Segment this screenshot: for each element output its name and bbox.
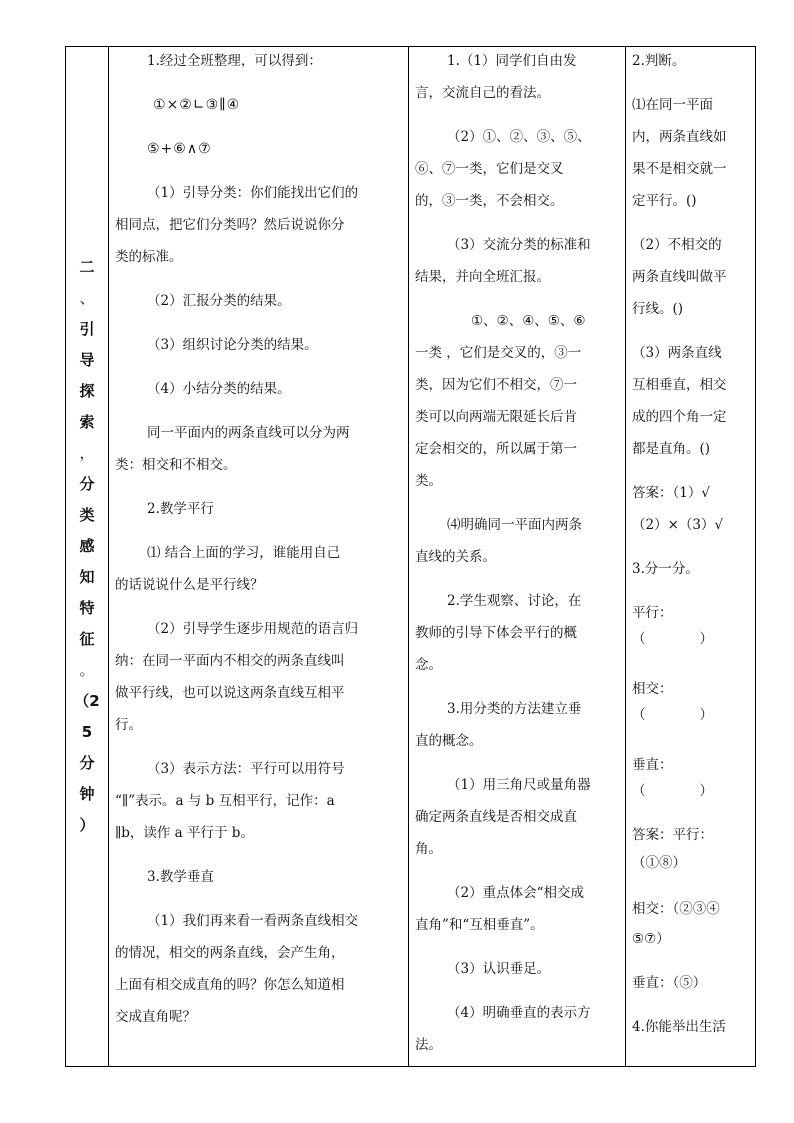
stage-char: 。 <box>79 661 95 679</box>
answer-line: 相交：（②③④ <box>632 901 720 917</box>
answer-line: 垂直：（⑤） <box>632 975 707 991</box>
answer-line: （①⑧） <box>632 855 686 871</box>
paragraph: 确定两条直线是否相交成直 <box>415 809 577 825</box>
paragraph: 念。 <box>415 657 442 673</box>
paragraph: （1）用三角尺或量角器 <box>447 777 591 793</box>
paragraph: 定会相交的，所以属于第一 <box>415 441 577 457</box>
stage-column <box>66 47 108 1066</box>
answer-line: 答案：平行： <box>632 827 713 843</box>
paragraph: （3）两条直线 <box>632 345 722 361</box>
paragraph: 一类 ，它们是交叉的，③一 <box>415 345 582 361</box>
paragraph: 的话说说什么是平行线？ <box>115 577 264 593</box>
paragraph: 垂直： <box>632 757 673 773</box>
stage-char: 感 <box>79 537 95 555</box>
paragraph: 直角”和“互相垂直”。 <box>415 917 544 933</box>
paragraph: （3）认识垂足。 <box>447 961 551 977</box>
paragraph: 平行： <box>632 605 673 621</box>
paragraph: 的情况，相交的两条直线，会产生角， <box>115 945 345 961</box>
paragraph: （2）①、②、③、⑤、 <box>447 129 591 145</box>
paragraph: （4）小结分类的结果。 <box>147 381 291 397</box>
stage-char: 钟 <box>79 785 95 803</box>
paragraph: 相同点，把它们分类吗？然后说说你分 <box>115 217 345 233</box>
answer-line: ⑤⑦） <box>632 931 670 947</box>
stage-char: 导 <box>79 351 95 369</box>
paragraph: 3.用分类的方法建立垂 <box>447 701 582 717</box>
paragraph: 类。 <box>415 473 442 489</box>
stage-char: 分 <box>79 475 95 493</box>
stage-char: 引 <box>79 320 95 338</box>
paragraph: 纳：在同一平面内不相交的两条直线叫 <box>115 653 345 669</box>
paragraph: 教师的引导下体会平行的概 <box>415 625 577 641</box>
paragraph: 相交： <box>632 681 673 697</box>
section-heading: 3.教学垂直 <box>147 869 214 885</box>
paragraph: 成的四个角一定 <box>632 409 727 425</box>
paragraph: （2）汇报分类的结果。 <box>147 293 291 309</box>
paragraph: 类，因为它们不相交，⑦一 <box>415 377 577 393</box>
paragraph: 2.学生观察、讨论，在 <box>447 593 582 609</box>
student-activity-column <box>408 47 625 1066</box>
section-heading: 2.判断。 <box>632 53 686 69</box>
stage-char: 类 <box>79 506 95 524</box>
stage-char: 特 <box>79 599 95 617</box>
paragraph: 法。 <box>415 1037 442 1053</box>
section-heading: 2.教学平行 <box>147 501 214 517</box>
paragraph: 结果，并向全班汇报。 <box>415 269 550 285</box>
paragraph: （3）交流分类的标准和 <box>447 237 591 253</box>
stage-char: 5 <box>81 723 93 741</box>
blank-parentheses: （ ） <box>632 707 713 723</box>
paragraph: 1.经过全班整理，可以得到： <box>147 53 322 69</box>
paragraph: ⑷明确同一平面内两条 <box>447 517 582 533</box>
paragraph: （3）组织讨论分类的结果。 <box>147 337 318 353</box>
paragraph: 言，交流自己的看法。 <box>415 85 550 101</box>
paragraph: “∥”表示。a 与 b 互相平行，记作：a <box>115 793 335 809</box>
section-heading: 4.你能举出生活 <box>632 1019 726 1035</box>
paragraph: 定平行。() <box>632 193 697 209</box>
paragraph: 互相垂直，相交 <box>632 377 727 393</box>
paragraph: 行线。() <box>632 301 684 317</box>
paragraph: 果不是相交就一 <box>632 161 727 177</box>
paragraph: ∥b，读作 a 平行于 b。 <box>115 825 254 841</box>
paragraph: （2）引导学生逐步用规范的语言归 <box>147 621 359 637</box>
section-heading: 3.分一分。 <box>632 561 699 577</box>
stage-char: （2 <box>74 692 100 710</box>
paragraph: ⑴在同一平面 <box>632 97 713 113</box>
symbol-line: ①×②∟③∥④ <box>153 97 241 113</box>
stage-char: ） <box>79 816 95 834</box>
stage-char: 分 <box>79 754 95 772</box>
blank-parentheses: （ ） <box>632 783 713 799</box>
paragraph: 交成直角呢？ <box>115 1009 196 1025</box>
paragraph: 类的标准。 <box>115 249 183 265</box>
stage-char: 二 <box>79 258 95 276</box>
paragraph: 类：相交和不相交。 <box>115 457 237 473</box>
exercise-column <box>625 47 755 1066</box>
paragraph: 同一平面内的两条直线可以分为两 <box>147 425 350 441</box>
blank-parentheses: （ ） <box>632 631 713 647</box>
paragraph: （1）我们再来看一看两条直线相交 <box>147 913 359 929</box>
stage-title <box>66 252 108 841</box>
paragraph: 上面有相交成直角的吗？你怎么知道相 <box>115 977 345 993</box>
paragraph: 的，③一类，不会相交。 <box>415 193 564 209</box>
stage-char: 知 <box>79 568 95 586</box>
answer-line: （2）×（3）√ <box>632 517 724 533</box>
paragraph: ⑥、⑦一类，它们是交叉 <box>415 161 564 177</box>
paragraph: 两条直线叫做平 <box>632 269 727 285</box>
paragraph: 角。 <box>415 841 442 857</box>
paragraph: （1）引导分类：你们能找出它们的 <box>147 185 359 201</box>
stage-char: 索 <box>79 413 95 431</box>
stage-char: ， <box>79 444 95 462</box>
symbol-line: ⑤+⑥∧⑦ <box>147 141 212 157</box>
paragraph: ①、②、④、⑤、⑥ <box>471 313 586 329</box>
paragraph: 行。 <box>115 717 142 733</box>
paragraph: 类可以向两端无限延长后肯 <box>415 409 577 425</box>
stage-char: 、 <box>79 289 95 307</box>
paragraph: 做平行线，也可以说这两条直线互相平 <box>115 685 345 701</box>
stage-char: 探 <box>79 382 95 400</box>
paragraph: （2）不相交的 <box>632 237 722 253</box>
paragraph: 1.（1）同学们自由发 <box>447 53 577 69</box>
paragraph: 直线的关系。 <box>415 549 496 565</box>
answer-line: 答案：（1）√ <box>632 485 710 501</box>
paragraph: 直的概念。 <box>415 733 483 749</box>
lesson-plan-table <box>65 46 756 1067</box>
paragraph: 内，两条直线如 <box>632 129 727 145</box>
teacher-activity-column <box>108 47 408 1066</box>
paragraph: 都是直角。() <box>632 441 711 457</box>
paragraph: ⑴ 结合上面的学习，谁能用自己 <box>147 545 341 561</box>
paragraph: （3）表示方法：平行可以用符号 <box>147 761 345 777</box>
stage-char: 征 <box>79 630 95 648</box>
paragraph: （4）明确垂直的表示方 <box>447 1005 591 1021</box>
paragraph: （2）重点体会“相交成 <box>447 885 584 901</box>
